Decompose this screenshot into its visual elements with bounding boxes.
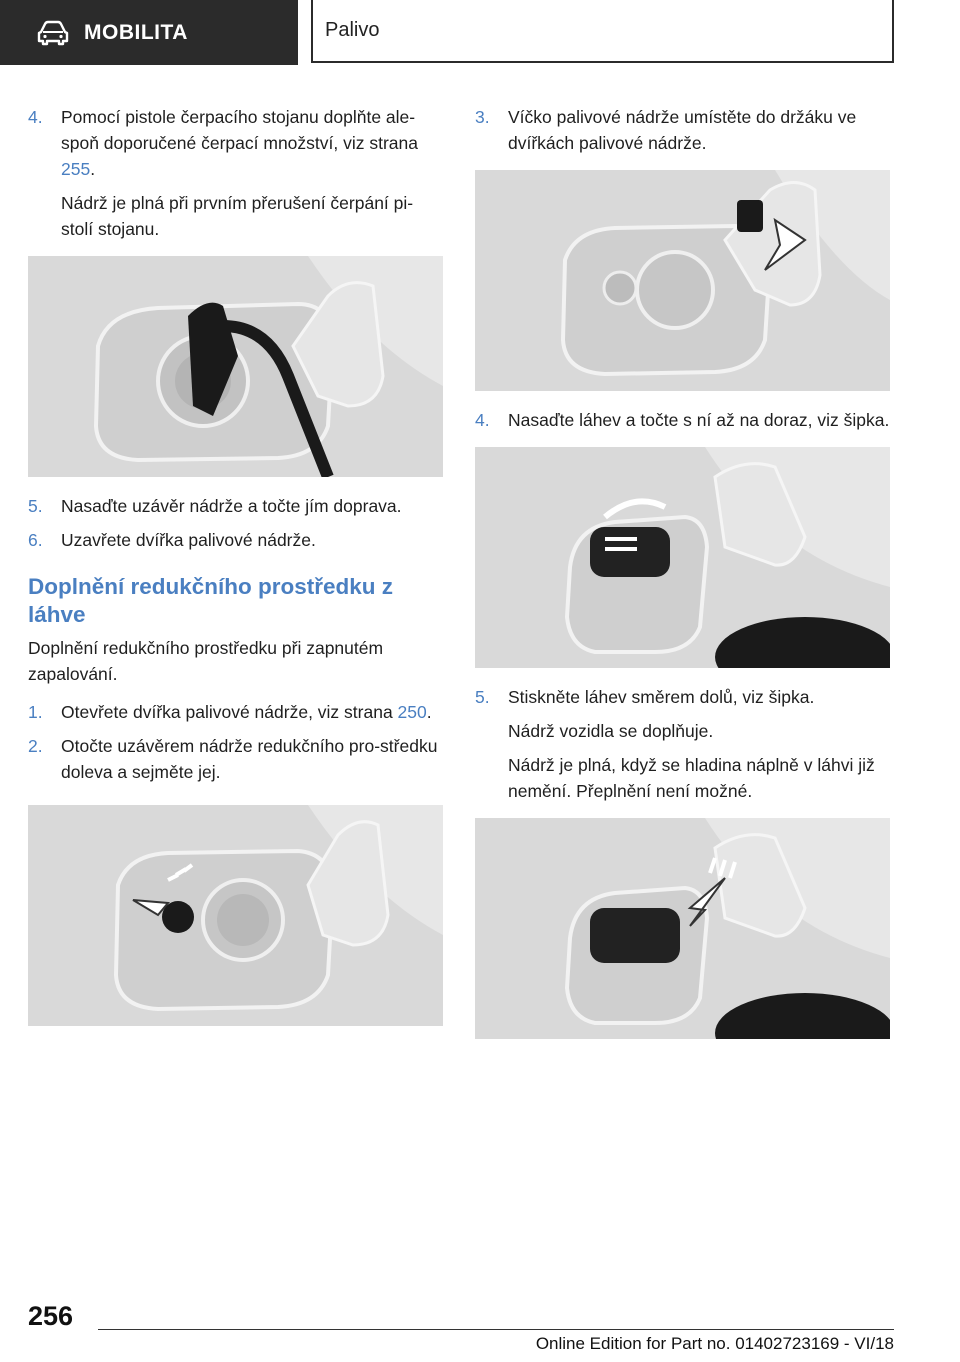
step-note: Nádrž vozidla se doplňuje.	[508, 721, 714, 741]
page-link[interactable]: 255	[61, 159, 91, 179]
edition-text: Online Edition for Part no. 01402723169 - VI/18	[535, 1334, 894, 1353]
figure-fuel-nozzle	[28, 256, 443, 477]
step-text: Víčko palivové nádrže umístěte do držáku ve dvířkách palivové nádrže.	[508, 107, 857, 153]
step-text: Nasaďte uzávěr nádrže a točte jím doprava.	[61, 496, 402, 516]
step-item	[28, 527, 443, 553]
step-number: 1.	[28, 702, 43, 722]
footer-divider	[98, 1329, 894, 1330]
step-item	[475, 407, 890, 433]
step-number: 4.	[28, 107, 43, 127]
section-heading: Doplnění redukčního prostředku z láhve	[28, 574, 394, 627]
step-item	[475, 684, 890, 804]
page-link[interactable]: 250	[397, 702, 427, 722]
right-column	[475, 104, 890, 1055]
left-column	[28, 104, 443, 1042]
figure-attach-bottle	[475, 447, 890, 668]
step-note: Nádrž je plná při prvním přerušení čerpání pi-stolí stojanu.	[61, 193, 414, 239]
chapter-header	[311, 0, 894, 63]
step-item	[28, 699, 443, 725]
step-note: Nádrž je plná, když se hladina náplně v láhvi již nemění. Přeplnění není možné.	[508, 755, 875, 801]
step-text: Otevřete dvířka palivové nádrže, viz strana 250.	[61, 702, 432, 722]
intro-text: Doplnění redukčního prostředku při zapnutém zapalování.	[28, 638, 384, 684]
step-text: Uzavřete dvířka palivové nádrže.	[61, 530, 316, 550]
step-text: Nasaďte láhev a točte s ní až na doraz, viz šipka.	[508, 410, 890, 430]
step-item	[475, 104, 890, 156]
figure-remove-cap	[28, 805, 443, 1026]
chapter-title: Palivo	[325, 19, 380, 41]
section-tab	[0, 0, 298, 65]
step-text: Otočte uzávěrem nádrže redukčního pro-středku doleva a sejměte jej.	[61, 736, 438, 782]
step-item	[28, 493, 443, 519]
figure-press-bottle	[475, 818, 890, 1039]
step-number: 2.	[28, 736, 43, 756]
page-number: 256	[28, 1301, 74, 1331]
step-item	[28, 733, 443, 785]
figure-cap-holder	[475, 170, 890, 391]
step-text: Pomocí pistole čerpacího stojanu doplňte ale-spoň doporučené čerpací množství, viz strana 255.	[61, 107, 418, 179]
step-number: 5.	[475, 687, 490, 707]
section-name: MOBILITA	[84, 20, 188, 44]
car-icon	[36, 20, 70, 46]
step-number: 3.	[475, 107, 490, 127]
step-number: 4.	[475, 410, 490, 430]
step-item	[28, 104, 443, 242]
step-text: Stiskněte láhev směrem dolů, viz šipka.	[508, 687, 815, 707]
step-number: 6.	[28, 530, 43, 550]
step-number: 5.	[28, 496, 43, 516]
